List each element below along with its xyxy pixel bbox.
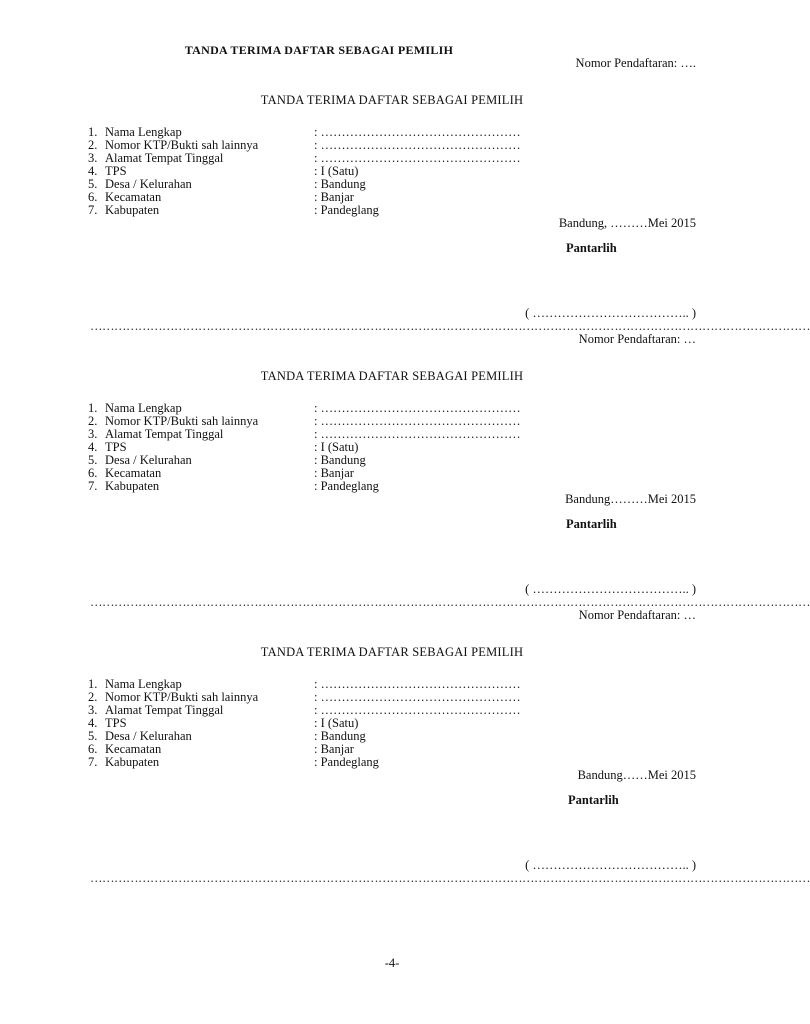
field-label: Nama Lengkap [105, 677, 182, 691]
cut-line-separator: ……………………………………………………………………………………………………………………………………………………………… [90, 871, 810, 885]
field-number: 4. [88, 164, 98, 178]
field-label: Kabupaten [105, 203, 160, 217]
field-number: 6. [88, 742, 98, 756]
field-value: : ………………………………………… [314, 151, 521, 165]
field-label: Nama Lengkap [105, 125, 182, 139]
field-label: Nomor KTP/Bukti sah lainnya [105, 138, 259, 152]
field-number: 7. [88, 479, 98, 493]
field-number: 6. [88, 190, 98, 204]
field-value: : ………………………………………… [314, 138, 521, 152]
field-number: 2. [88, 690, 98, 704]
field-list [88, 678, 608, 769]
field-value: : ………………………………………… [314, 414, 521, 428]
field-label: Nomor KTP/Bukti sah lainnya [105, 690, 259, 704]
field-value: : ………………………………………… [314, 703, 521, 717]
field-row [88, 756, 608, 769]
section-title: TANDA TERIMA DAFTAR SEBAGAI PEMILIH [260, 645, 524, 659]
cut-line-separator: ……………………………………………………………………………………………………………………………………………………………… [90, 319, 810, 333]
document-title: TANDA TERIMA DAFTAR SEBAGAI PEMILIH [184, 43, 454, 57]
field-value: : ………………………………………… [314, 427, 521, 441]
field-label: TPS [105, 716, 127, 730]
signature-line: ( ……………………………….. ) [525, 858, 696, 872]
section-title: TANDA TERIMA DAFTAR SEBAGAI PEMILIH [260, 369, 524, 383]
place-date: Bandung……Mei 2015 [577, 768, 696, 782]
field-number: 5. [88, 453, 98, 467]
field-number: 1. [88, 125, 98, 139]
field-number: 3. [88, 427, 98, 441]
signer-title: Pantarlih [566, 241, 617, 255]
field-value: : Banjar [314, 742, 354, 756]
cut-line-separator: ……………………………………………………………………………………………………………………………………………………………… [90, 595, 810, 609]
field-row [88, 480, 608, 493]
page-number: -4- [384, 956, 400, 970]
place-date: Bandung, ………Mei 2015 [558, 216, 696, 230]
field-label: Desa / Kelurahan [105, 177, 192, 191]
field-number: 6. [88, 466, 98, 480]
field-value: : I (Satu) [314, 164, 359, 178]
signer-title: Pantarlih [568, 793, 619, 807]
field-list [88, 126, 608, 217]
field-number: 4. [88, 716, 98, 730]
section-title: TANDA TERIMA DAFTAR SEBAGAI PEMILIH [260, 93, 524, 107]
place-date: Bandung………Mei 2015 [565, 492, 696, 506]
field-value: : Banjar [314, 190, 354, 204]
registration-number: Nomor Pendaftaran: …. [575, 56, 696, 70]
field-value: : I (Satu) [314, 716, 359, 730]
field-number: 7. [88, 203, 98, 217]
field-number: 7. [88, 755, 98, 769]
registration-number: Nomor Pendaftaran: … [578, 332, 696, 346]
field-label: Nomor KTP/Bukti sah lainnya [105, 414, 259, 428]
field-number: 5. [88, 729, 98, 743]
field-number: 2. [88, 138, 98, 152]
field-value: : Bandung [314, 453, 366, 467]
field-number: 4. [88, 440, 98, 454]
field-label: Kecamatan [105, 190, 162, 204]
field-label: Kecamatan [105, 742, 162, 756]
field-value: : I (Satu) [314, 440, 359, 454]
field-label: Alamat Tempat Tinggal [105, 703, 224, 717]
field-number: 1. [88, 401, 98, 415]
field-value: : ………………………………………… [314, 401, 521, 415]
field-label: Kabupaten [105, 755, 160, 769]
field-label: Kabupaten [105, 479, 160, 493]
signature-line: ( ……………………………….. ) [525, 582, 696, 596]
field-row [88, 204, 608, 217]
field-value: : ………………………………………… [314, 677, 521, 691]
field-value: : Pandeglang [314, 203, 379, 217]
field-number: 3. [88, 151, 98, 165]
field-value: : ………………………………………… [314, 125, 521, 139]
field-label: Kecamatan [105, 466, 162, 480]
field-value: : ………………………………………… [314, 690, 521, 704]
field-value: : Pandeglang [314, 479, 379, 493]
field-number: 3. [88, 703, 98, 717]
field-value: : Bandung [314, 177, 366, 191]
field-number: 5. [88, 177, 98, 191]
signer-title: Pantarlih [566, 517, 617, 531]
field-label: Desa / Kelurahan [105, 453, 192, 467]
field-label: Nama Lengkap [105, 401, 182, 415]
registration-number: Nomor Pendaftaran: … [578, 608, 696, 622]
field-value: : Banjar [314, 466, 354, 480]
field-value: : Pandeglang [314, 755, 379, 769]
field-label: Alamat Tempat Tinggal [105, 151, 224, 165]
field-list [88, 402, 608, 493]
field-value: : Bandung [314, 729, 366, 743]
field-number: 1. [88, 677, 98, 691]
field-label: Desa / Kelurahan [105, 729, 192, 743]
field-label: Alamat Tempat Tinggal [105, 427, 224, 441]
field-label: TPS [105, 440, 127, 454]
field-label: TPS [105, 164, 127, 178]
field-number: 2. [88, 414, 98, 428]
signature-line: ( ……………………………….. ) [525, 306, 696, 320]
